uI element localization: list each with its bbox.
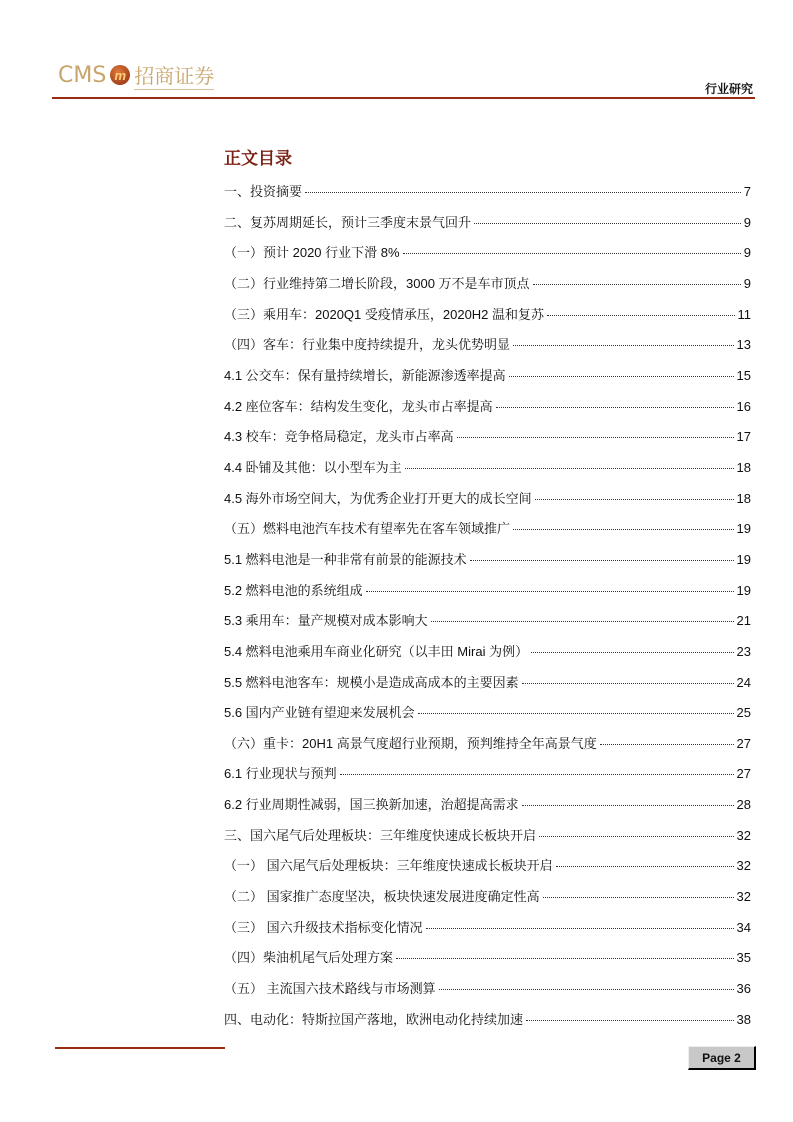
logo-chinese: 招商证券 [134,60,214,90]
toc-entry[interactable] [224,457,751,488]
toc-entry-page: 9 [743,214,751,230]
toc-leader-dots [418,713,734,714]
toc-entry-label: 三、国六尾气后处理板块：三年维度快速成长板块开启 [224,827,537,843]
toc-entry[interactable] [224,273,751,304]
toc-entry-label: （四）客车：行业集中度持续提升，龙头优势明显 [224,337,511,353]
toc-entry[interactable] [224,794,751,825]
toc-entry-page: 7 [743,184,751,199]
toc-entry-label: （三）乘用车：2020Q1 受疫情承压，2020H2 温和复苏 [224,306,545,322]
table-of-contents [224,181,751,1039]
toc-leader-dots [600,744,734,745]
toc-leader-dots [547,315,734,316]
toc-leader-dots [531,652,733,653]
toc-entry-label: （四）柴油机尾气后处理方案 [224,950,394,966]
toc-entry-page: 25 [736,705,751,721]
toc-entry-page: 18 [736,490,751,506]
toc-entry-page: 13 [736,337,751,353]
toc-entry[interactable] [224,1009,751,1040]
toc-entry-label: （一） 国六尾气后处理板块：三年维度快速成长板块开启 [224,858,553,874]
toc-leader-dots [474,223,741,224]
toc-entry-label: 5.3 乘用车：量产规模对成本影响大 [224,613,428,629]
header-divider [52,97,755,99]
toc-entry[interactable] [224,365,751,396]
toc-entry-page: 24 [736,674,751,690]
toc-entry[interactable] [224,242,751,273]
toc-entry[interactable] [224,855,751,886]
toc-entry-label: 一、投资摘要 [224,184,303,199]
toc-entry-page: 32 [736,858,751,874]
toc-leader-dots [556,866,734,867]
toc-entry[interactable] [224,763,751,794]
toc-entry-label: （五） 主流国六技术路线与市场测算 [224,981,436,997]
toc-leader-dots [305,192,741,193]
toc-entry-label: （一）预计 2020 行业下滑 8% [224,245,400,261]
toc-entry-label: 4.5 海外市场空间大，为优秀企业打开更大的成长空间 [224,490,532,506]
toc-entry-label: （二） 国家推广态度坚决，板块快速发展进度确定性高 [224,889,540,905]
toc-leader-dots [543,897,734,898]
toc-entry-page: 32 [736,827,751,843]
toc-leader-dots [457,437,734,438]
toc-entry-page: 28 [736,797,751,813]
toc-entry[interactable] [224,641,751,672]
toc-entry[interactable] [224,702,751,733]
toc-entry-page: 21 [736,613,751,629]
toc-entry-label: 4.4 卧铺及其他：以小型车为主 [224,459,402,475]
footer-divider [55,1047,225,1049]
toc-leader-dots [439,989,734,990]
toc-entry-page: 36 [736,981,751,997]
toc-entry-label: （五）燃料电池汽车技术有望率先在客车领域推广 [224,521,511,537]
toc-leader-dots [470,560,734,561]
toc-entry-page: 9 [743,275,751,291]
toc-entry-label: 4.2 座位客车：结构发生变化，龙头市占率提高 [224,398,493,414]
toc-entry-label: 6.1 行业现状与预判 [224,766,337,782]
toc-entry-page: 35 [736,950,751,966]
toc-entry-label: 6.2 行业周期性减弱，国三换新加速，治超提高需求 [224,797,519,813]
toc-entry-page: 15 [736,367,751,383]
toc-entry[interactable] [224,917,751,948]
toc-entry[interactable] [224,426,751,457]
toc-entry-label: 5.4 燃料电池乘用车商业化研究（以丰田 Mirai 为例） [224,643,529,659]
toc-entry-label: （二）行业维持第二增长阶段，3000 万不是车市顶点 [224,275,530,291]
toc-entry[interactable] [224,518,751,549]
toc-entry-page: 34 [736,919,751,935]
section-label: 行业研究 [704,82,753,96]
toc-entry-page: 27 [736,735,751,751]
toc-leader-dots [513,345,734,346]
toc-entry[interactable] [224,488,751,519]
toc-entry-label: （三） 国六升级技术指标变化情况 [224,919,423,935]
toc-entry[interactable] [224,825,751,856]
toc-leader-dots [366,591,734,592]
toc-leader-dots [496,407,734,408]
toc-leader-dots [533,284,741,285]
toc-entry[interactable] [224,672,751,703]
toc-entry-page: 38 [736,1011,751,1027]
toc-entry-page: 16 [736,398,751,414]
toc-entry-label: 5.2 燃料电池的系统组成 [224,582,363,598]
toc-entry-label: 4.3 校车：竞争格局稳定，龙头市占率高 [224,429,454,445]
toc-leader-dots [426,928,734,929]
toc-entry-page: 19 [736,582,751,598]
toc-entry-label: 5.1 燃料电池是一种非常有前景的能源技术 [224,551,467,567]
toc-leader-dots [522,683,734,684]
toc-entry[interactable] [224,304,751,335]
toc-entry[interactable] [224,610,751,641]
toc-leader-dots [340,774,734,775]
toc-entry-page: 17 [736,429,751,445]
toc-entry-label: 5.6 国内产业链有望迎来发展机会 [224,705,415,721]
toc-entry-page: 11 [737,306,751,322]
toc-leader-dots [535,499,734,500]
toc-entry-label: 二、复苏周期延长，预计三季度末景气回升 [224,214,472,230]
toc-entry[interactable] [224,947,751,978]
toc-leader-dots [509,376,734,377]
toc-entry-page: 19 [736,551,751,567]
toc-entry[interactable] [224,181,751,212]
logo-latin: CMS [58,62,107,88]
toc-leader-dots [405,468,734,469]
toc-entry[interactable] [224,212,751,243]
toc-leader-dots [539,836,734,837]
toc-entry[interactable] [224,886,751,917]
toc-leader-dots [526,1020,734,1021]
toc-entry[interactable] [224,733,751,764]
toc-entry-page: 32 [736,889,751,905]
page-number-box: Page 2 [688,1046,756,1070]
toc-entry-label: 5.5 燃料电池客车：规模小是造成高成本的主要因素 [224,674,519,690]
company-logo [58,60,214,90]
toc-entry[interactable] [224,580,751,611]
toc-leader-dots [513,529,734,530]
toc-entry-page: 23 [736,643,751,659]
toc-entry-label: 四、电动化：特斯拉国产落地，欧洲电动化持续加速 [224,1011,524,1027]
toc-entry-label: 4.1 公交车：保有量持续增长，新能源渗透率提高 [224,367,506,383]
toc-entry-label: （六）重卡：20H1 高景气度超行业预期，预判维持全年高景气度 [224,735,597,751]
toc-title: 正文目录 [224,149,292,168]
toc-entry[interactable] [224,978,751,1009]
toc-leader-dots [403,253,741,254]
toc-entry[interactable] [224,549,751,580]
toc-entry-page: 19 [736,521,751,537]
toc-entry[interactable] [224,396,751,427]
toc-entry-page: 18 [736,459,751,475]
toc-entry-page: 27 [736,766,751,782]
toc-entry[interactable] [224,334,751,365]
toc-entry-page: 9 [743,245,751,261]
toc-leader-dots [522,805,734,806]
logo-badge-icon: m [110,65,130,85]
toc-leader-dots [396,958,734,959]
toc-leader-dots [431,621,734,622]
